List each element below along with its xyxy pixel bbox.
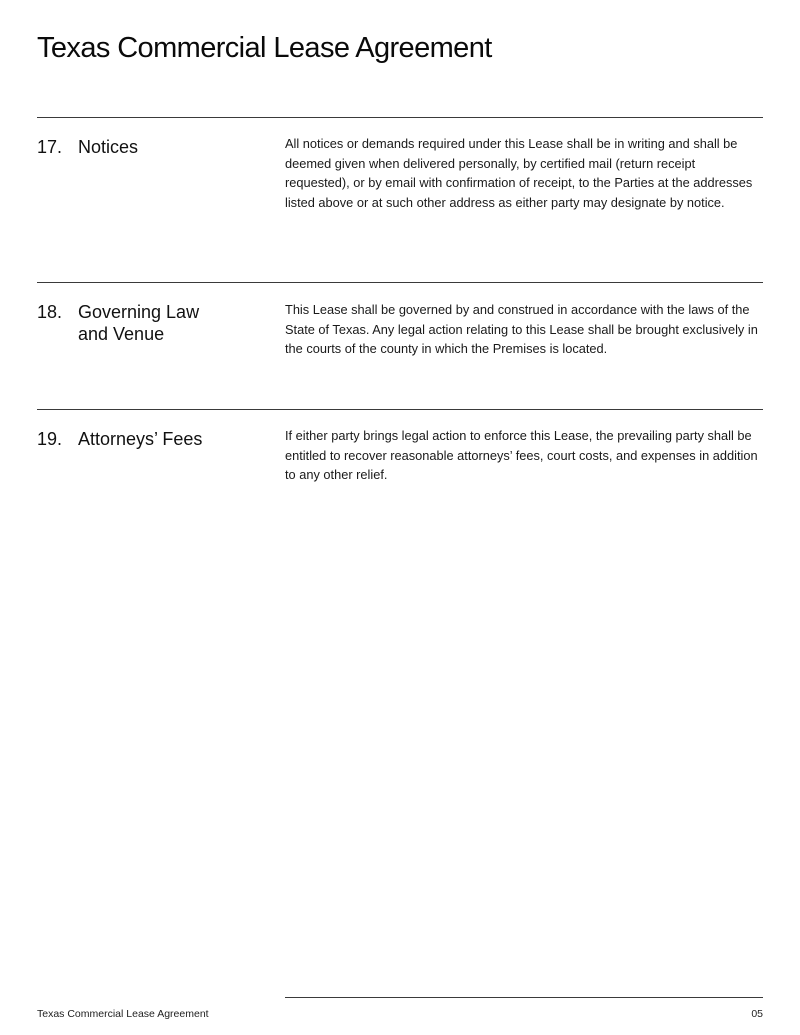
- section-heading-governing-law: Governing Law and Venue: [78, 302, 200, 344]
- page-title: Texas Commercial Lease Agreement: [37, 32, 492, 64]
- section-divider: [37, 117, 763, 118]
- footer-divider: [285, 997, 763, 998]
- section-number: 18.: [37, 302, 63, 322]
- section-body-governing-law: This Lease shall be governed by and construed in accordance with the laws of the State of Texas. Any legal action relating to this Lease shall be brought exclusively in the courts of the county in which the Premises is located.: [285, 302, 758, 357]
- footer-document-title: Texas Commercial Lease Agreement: [37, 1008, 209, 1020]
- section-body-attorneys-fees: If either party brings legal action to enforce this Lease, the prevailing party shall be entitled to recover reasonable attorneys’ fees, court costs, and expenses in addition to any other relief.: [285, 428, 758, 483]
- section-heading-notices: Notices: [78, 137, 139, 157]
- section-number: 19.: [37, 429, 63, 449]
- section-body-notices: All notices or demands required under this Lease shall be in writing and shall be deemed given when delivered personally, by certified mail (return receipt requested), or by email with confirmation of receipt, to the Parties at the addresses listed above or at such other address as either party may designate by notice.: [285, 136, 753, 211]
- section-heading-attorneys-fees: Attorneys’ Fees: [78, 429, 203, 449]
- section-number: 17.: [37, 137, 63, 157]
- page-number: 05: [751, 1008, 763, 1020]
- section-divider: [37, 282, 763, 283]
- section-divider: [37, 409, 763, 410]
